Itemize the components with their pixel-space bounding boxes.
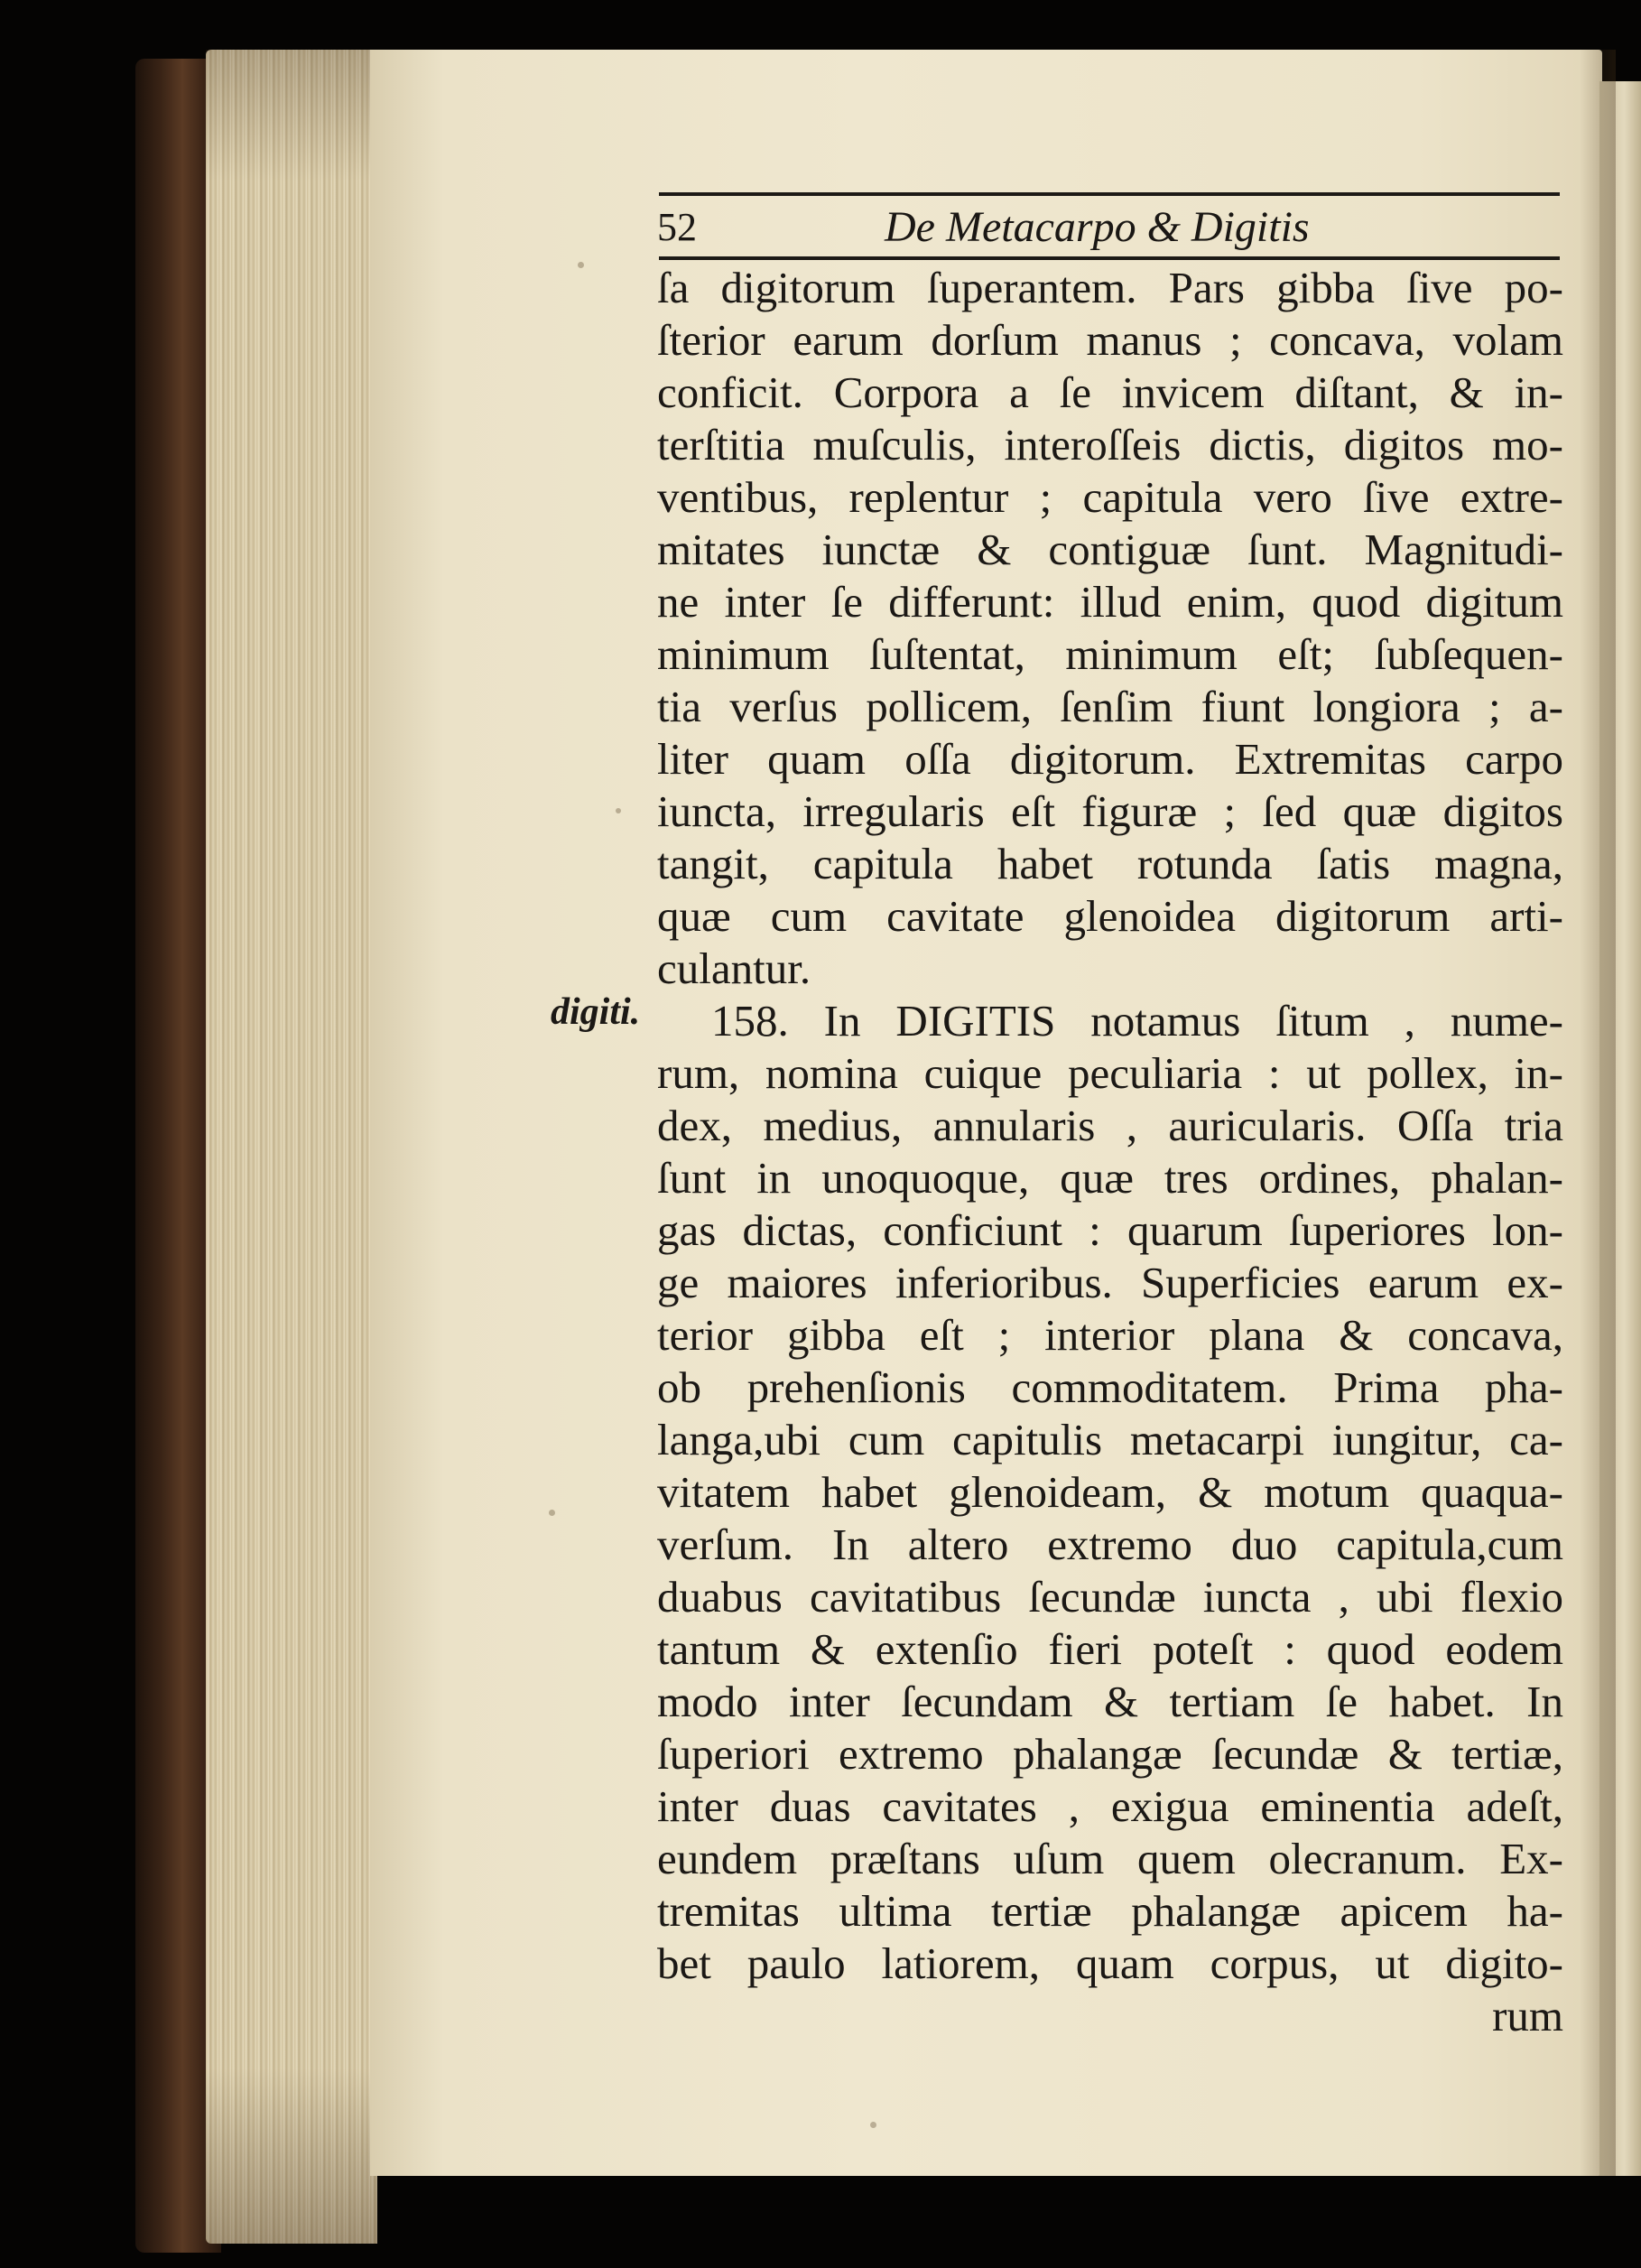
text-line: liter quam oſſa digitorum. Extremitas carpo (657, 734, 1563, 784)
page-stack-edge (206, 50, 377, 2244)
body-text (657, 262, 1563, 2042)
text-line: quæ cum cavitate glenoidea digitorum arti- (657, 891, 1563, 941)
text-line: vitatem habet glenoideam, & motum quaqua- (657, 1467, 1563, 1517)
page-number: 52 (657, 205, 697, 249)
text-line: 158. In DIGITIS notamus ſitum , nume- (711, 996, 1563, 1046)
text-line: ſuperiori extremo phalangæ ſecundæ & tertiæ, (657, 1729, 1563, 1779)
catchword: rum (1492, 1991, 1563, 2040)
text-line: ſterior earum dorſum manus ; concava, volam (657, 315, 1563, 365)
text-line: gas dictas, conficiunt : quarum ſuperiores lon- (657, 1205, 1563, 1255)
text-line: ventibus, replentur ; capitula vero ſive extre- (657, 472, 1563, 522)
text-line: mitates iunctæ & contiguæ ſunt. Magnitudi- (657, 525, 1563, 574)
text-line: inter duas cavitates , exigua eminentia adeſt, (657, 1781, 1563, 1831)
text-line: ſa digitorum ſuperantem. Pars gibba ſive po- (657, 263, 1563, 312)
text-line: iuncta, irregularis eſt figuræ ; ſed quæ digitos (657, 786, 1563, 836)
gutter-shadow (1580, 50, 1616, 2176)
margin-note: digiti. (551, 991, 641, 1033)
text-line: dex, medius, annularis , auricularis. Oſſa tria (657, 1101, 1563, 1150)
text-line: terior gibba eſt ; interior plana & concava, (657, 1310, 1563, 1360)
running-head: De Metacarpo & Digitis (885, 203, 1310, 251)
text-line: modo inter ſecundam & tertiam ſe habet. In (657, 1677, 1563, 1726)
text-line: eundem præſtans uſum quem olecranum. Ex- (657, 1834, 1563, 1883)
text-line: culantur. (657, 943, 811, 993)
text-line: terſtitia muſculis, interoſſeis dictis, digitos mo- (657, 420, 1563, 469)
text-line: minimum ſuſtentat, minimum eſt; ſubſequen- (657, 629, 1563, 679)
text-line: verſum. In altero extremo duo capitula,cum (657, 1520, 1563, 1569)
header-rule-top (659, 192, 1560, 196)
text-line: tremitas ultima tertiæ phalangæ apicem ha- (657, 1886, 1563, 1936)
text-line: langa,ubi cum capitulis metacarpi iungitur, ca- (657, 1415, 1563, 1464)
paper-spot (549, 1510, 555, 1516)
text-line: tantum & extenſio fieri poteſt : quod eodem (657, 1624, 1563, 1674)
text-line: duabus cavitatibus ſecundæ iuncta , ubi flexio (657, 1572, 1563, 1622)
paper-spot (616, 808, 621, 813)
text-line: bet paulo latiorem, quam corpus, ut digito- (657, 1938, 1563, 1988)
text-line: ne inter ſe differunt: illud enim, quod digitum (657, 577, 1563, 627)
paper-spot (578, 262, 584, 268)
text-line: ob prehenſionis commoditatem. Prima pha- (657, 1362, 1563, 1412)
text-line: rum, nomina cuique peculiaria : ut pollex, in- (657, 1048, 1563, 1098)
text-line: ge maiores inferioribus. Superficies earum ex- (657, 1258, 1563, 1307)
text-line: tangit, capitula habet rotunda ſatis magna, (657, 839, 1563, 888)
text-line: ſunt in unoquoque, quæ tres ordines, phalan- (657, 1153, 1563, 1203)
text-line: tia verſus pollicem, ſenſim fiunt longiora ; a- (657, 682, 1563, 731)
header-rule-bottom (659, 256, 1560, 260)
text-line: conficit. Corpora a ſe invicem diſtant, & in- (657, 367, 1563, 417)
paper-spot (870, 2122, 876, 2128)
